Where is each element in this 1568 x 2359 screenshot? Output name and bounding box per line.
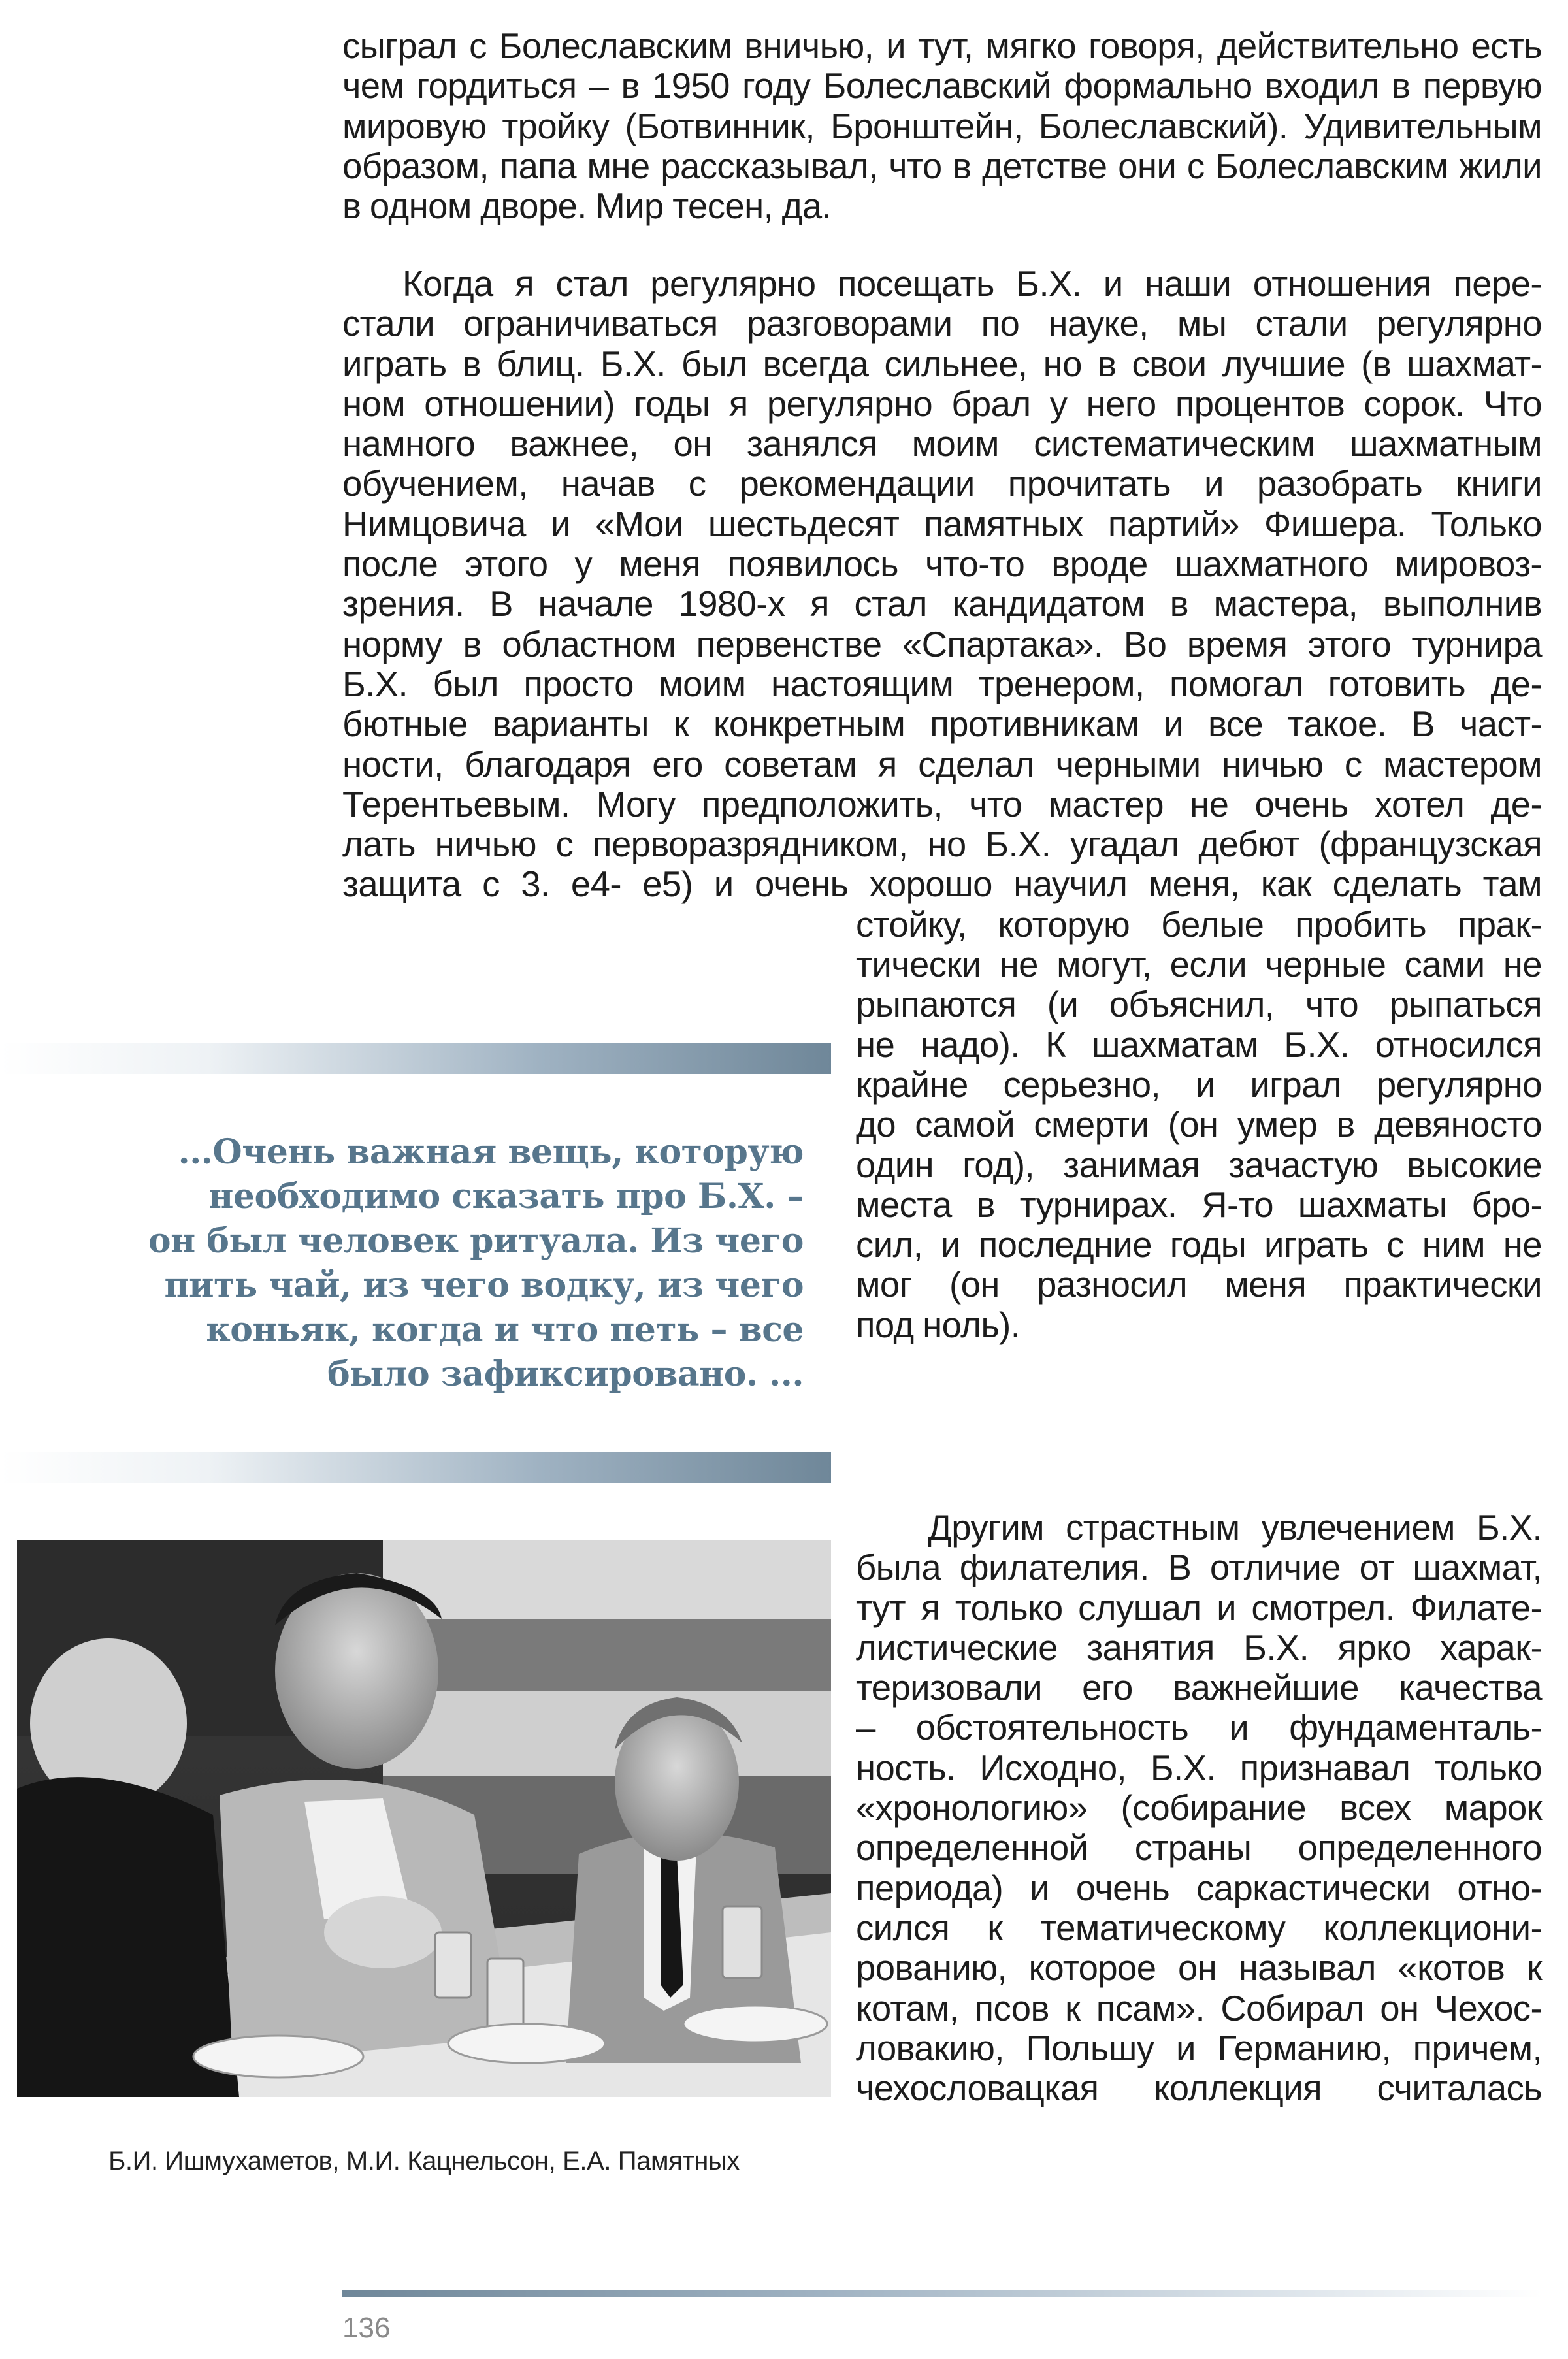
photo	[17, 1540, 831, 2097]
text-line: с Болеславским жили в одном дворе. Мир тесен, да.	[342, 146, 1542, 227]
quote-top-bar	[0, 1043, 831, 1074]
text-line: есть чем гордиться – в 1950 году Болеславский формально входил	[342, 26, 1542, 106]
page-number: 136	[342, 2312, 391, 2344]
pull-quote-line: коньяк, когда и что петь – все	[206, 1310, 804, 1350]
text-line: защита с 3. е4- е5) и очень хорошо научил меня, как сделать там	[342, 864, 1542, 905]
text-line: ность. Исходно, Б.Х. признавал только	[856, 1748, 1542, 1788]
quote-bottom-bar	[0, 1452, 831, 1483]
photo-caption: Б.И. Ишмухаметов, М.И. Кацнельсон, Е.А. Памятных	[108, 2147, 740, 2175]
text-line: теризовали его важнейшие качества	[856, 1668, 1542, 1708]
text-line: котам, псов к псам». Собирал он Чехос-	[856, 1988, 1542, 2028]
body-paragraph-1	[342, 26, 1542, 226]
text-line: намного важнее, он занялся моим систематическим шахматным	[342, 424, 1542, 464]
text-line: рованию, которое он называл «котов к	[856, 1948, 1542, 1989]
text-line: – обстоятельность и фундаменталь-	[856, 1708, 1542, 1748]
text-line: листические занятия Б.Х. ярко харак-	[856, 1627, 1542, 1668]
text-line: места в турнирах. Я-то шахматы бро-	[856, 1184, 1542, 1225]
pull-quote-line: ...Очень важная вещь, которую	[178, 1132, 804, 1172]
text-line: «хронологию» (собирание всех марок	[856, 1788, 1542, 1829]
text-line: в первую мировую тройку (Ботвинник, Бронштейн, Болеславский).	[342, 66, 1543, 146]
text-line: стойку, которую белые пробить прак-	[856, 904, 1542, 945]
text-line: один год), занимая зачастую высокие	[856, 1145, 1542, 1185]
text-line: Другим страстным увлечением Б.Х.	[928, 1508, 1542, 1548]
footer-rule	[342, 2290, 1542, 2297]
text-line: ловакию, Польшу и Германию, причем,	[856, 2028, 1542, 2068]
pull-quote-line: необходимо сказать про Б.Х. –	[208, 1177, 804, 1216]
narrow-column	[856, 905, 1542, 1345]
text-line: сился к тематическому коллекциони-	[856, 1908, 1542, 1948]
text-line: норму в областном первенстве «Спартака». Во время этого турнира	[342, 624, 1542, 664]
text-line: мог (он разносил меня практически	[856, 1265, 1542, 1305]
text-line: тически не могут, если черные сами не	[856, 945, 1542, 985]
text-line: определенной страны определенного	[856, 1828, 1542, 1868]
pull-quote-line: пить чай, из чего водку, из чего	[164, 1265, 804, 1305]
text-line: сил, и последние годы играть с ним не	[856, 1225, 1542, 1265]
text-line: Б.Х. был просто моим настоящим тренером, помогал готовить де-	[342, 664, 1542, 704]
text-line: зрения. В начале 1980-х я стал кандидатом в мастера, выполнив	[342, 584, 1542, 625]
pull-quote-line: он был человек ритуала. Из чего	[148, 1221, 804, 1261]
text-line: Удивительным образом, папа мне рассказывал, что в детстве они	[342, 106, 1542, 186]
text-line: чехословацкая коллекция считалась	[856, 2068, 1542, 2109]
text-line: крайне серьезно, и играл регулярно	[856, 1064, 1542, 1105]
body-paragraph-3	[856, 1508, 1542, 2108]
text-line: лать ничью с перворазрядником, но Б.Х. угадал дебют (французская	[342, 824, 1542, 865]
text-line: обучением, начав с рекомендации прочитать и разобрать книги	[342, 464, 1542, 504]
text-line: тут я только слушал и смотрел. Филате-	[856, 1587, 1542, 1628]
photo-illustration	[17, 1540, 831, 2097]
text-line: после этого у меня появилось что-то вроде шахматного мировоз-	[342, 544, 1542, 585]
pull-quote	[39, 1130, 804, 1397]
text-line: играть в блиц. Б.Х. был всегда сильнее, но в свои лучшие (в шахмат-	[342, 344, 1542, 384]
text-line: ном отношении) годы я регулярно брал у него процентов сорок. Что	[342, 383, 1542, 424]
text-line: Терентьевым. Могу предположить, что мастер не очень хотел де-	[342, 784, 1542, 824]
text-line: ности, благодаря его советам я сделал черными ничью с мастером	[342, 744, 1542, 785]
text-line: до самой смерти (он умер в девяносто	[856, 1105, 1542, 1145]
text-line: периода) и очень саркастически отно-	[856, 1868, 1542, 1908]
text-line: под ноль).	[856, 1305, 1021, 1345]
text-line: Нимцовича и «Мои шестьдесят памятных партий» Фишера. Только	[342, 504, 1542, 544]
text-line: не надо). К шахматам Б.Х. относился	[856, 1024, 1542, 1065]
text-line: сыграл с Болеславским вничью, и тут, мягко говоря, действительно	[342, 26, 1459, 66]
pull-quote-line: было зафиксировано. ...	[327, 1354, 804, 1394]
text-line: стали ограничиваться разговорами по науке, мы стали регулярно	[342, 304, 1542, 344]
text-line: Когда я стал регулярно посещать Б.Х. и наши отношения пере-	[402, 264, 1542, 304]
text-line: рыпаются (и объяснил, что рыпаться	[856, 984, 1542, 1025]
text-line: была филателия. В отличие от шахмат,	[856, 1548, 1542, 1588]
text-line: бютные варианты к конкретным противникам и все такое. В част-	[342, 704, 1542, 745]
